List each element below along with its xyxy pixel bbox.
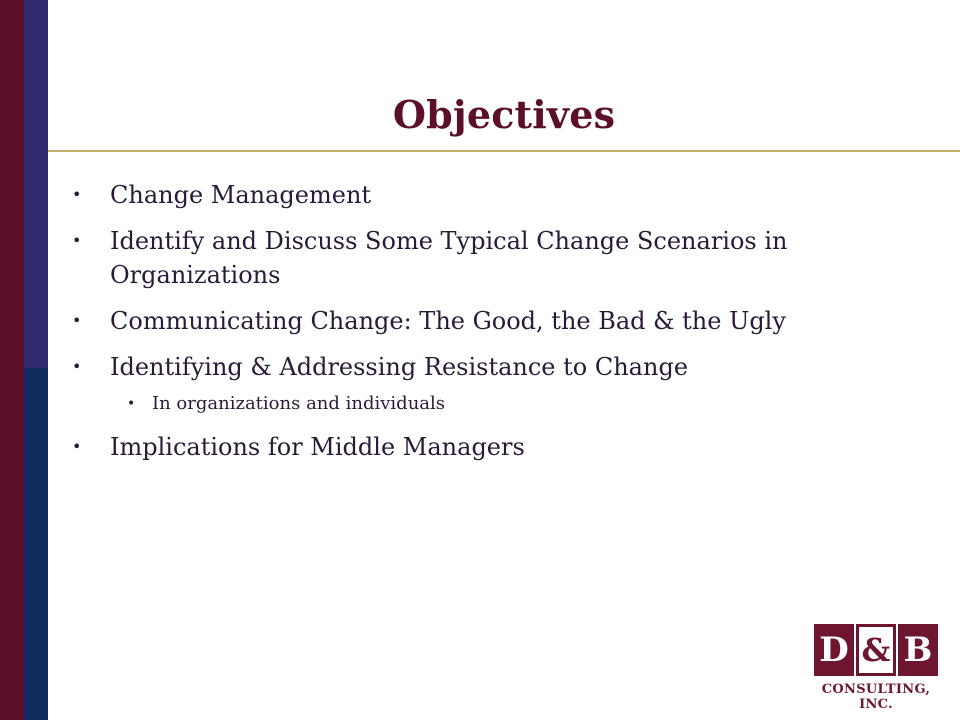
- bullet-text: Communicating Change: The Good, the Bad & the Ugly: [110, 307, 786, 335]
- logo-letter-d: D: [814, 624, 854, 676]
- company-logo: [808, 624, 944, 712]
- logo-ampersand: &: [856, 624, 896, 676]
- bullet-item: [70, 350, 930, 384]
- title-divider: [48, 150, 960, 152]
- bullet-text: Identify and Discuss Some Typical Change Scenarios in Organizations: [110, 227, 788, 289]
- bullet-dot-icon: •: [72, 185, 82, 204]
- logo-letter-b: B: [898, 624, 938, 676]
- bullet-item: [70, 304, 930, 338]
- bullet-item: [70, 178, 930, 212]
- logo-mark: [808, 624, 944, 676]
- bullet-text: Identifying & Addressing Resistance to Change: [110, 353, 689, 381]
- bullet-list: [70, 178, 930, 476]
- bullet-item: [70, 430, 930, 464]
- bullet-text: Change Management: [110, 181, 372, 209]
- bullet-dot-icon: •: [72, 231, 82, 250]
- bullet-dot-icon: •: [72, 437, 82, 456]
- bullet-dot-icon: •: [72, 311, 82, 330]
- logo-tagline: CONSULTING, INC.: [821, 682, 931, 712]
- left-accent-bar-maroon: [0, 0, 24, 720]
- sub-bullet-text: In organizations and individuals: [152, 393, 446, 414]
- sub-bullet-item: [70, 390, 930, 418]
- bullet-item: [70, 224, 930, 292]
- bullet-dot-icon: •: [72, 357, 82, 376]
- bullet-text: Implications for Middle Managers: [110, 433, 525, 461]
- sub-bullet-dot-icon: •: [127, 396, 136, 412]
- left-accent-bar-blue: [24, 0, 48, 720]
- slide-title: Objectives: [392, 92, 616, 137]
